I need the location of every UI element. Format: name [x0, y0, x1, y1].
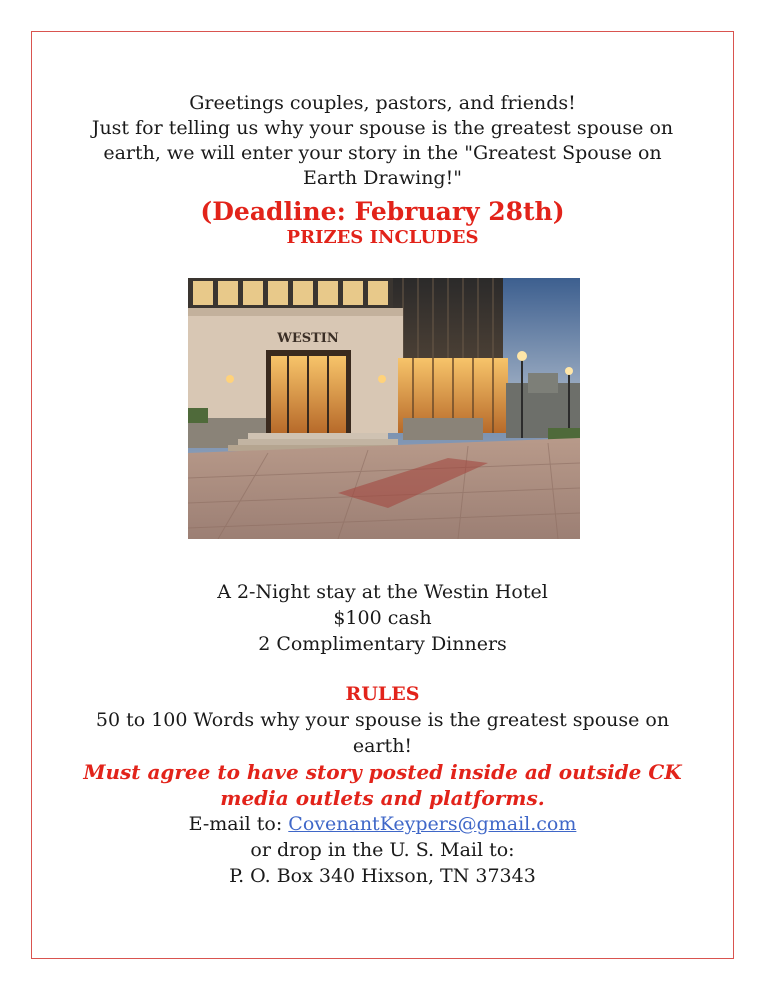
intro-paragraph: Just for telling us why your spouse is the greatest spouse on earth, we will enter your story in the "Greatest Spouse on Earth Drawing!" — [91, 117, 674, 189]
consent-notice: Must agree to have story posted inside ad outside CK media outlets and platforms. — [83, 760, 682, 810]
prize-item: $100 cash — [333, 607, 432, 629]
mailing-address: P. O. Box 340 Hixson, TN 37343 — [229, 865, 536, 887]
prizes-heading: PRIZES INCLUDES — [286, 227, 479, 248]
email-prefix: E-mail to: — [188, 813, 289, 835]
westin-sign: WESTIN — [277, 331, 339, 346]
mail-line: or drop in the U. S. Mail to: — [250, 839, 515, 861]
flyer-content — [31, 31, 734, 887]
deadline-heading: (Deadline: February 28th) — [200, 197, 565, 226]
prize-list — [31, 579, 734, 657]
rules-section — [31, 681, 734, 889]
prize-item: A 2-Night stay at the Westin Hotel — [217, 581, 548, 603]
email-line — [31, 811, 734, 837]
greeting-line: Greetings couples, pastors, and friends! — [189, 92, 576, 114]
rules-text: 50 to 100 Words why your spouse is the greatest spouse on earth! — [95, 709, 670, 757]
email-link[interactable]: CovenantKeypers@gmail.com — [288, 813, 577, 835]
prize-item: 2 Complimentary Dinners — [258, 633, 507, 655]
intro-text — [31, 91, 734, 191]
hotel-photo — [188, 278, 580, 539]
westin-hotel-image — [188, 278, 580, 539]
rules-heading: RULES — [345, 683, 420, 705]
